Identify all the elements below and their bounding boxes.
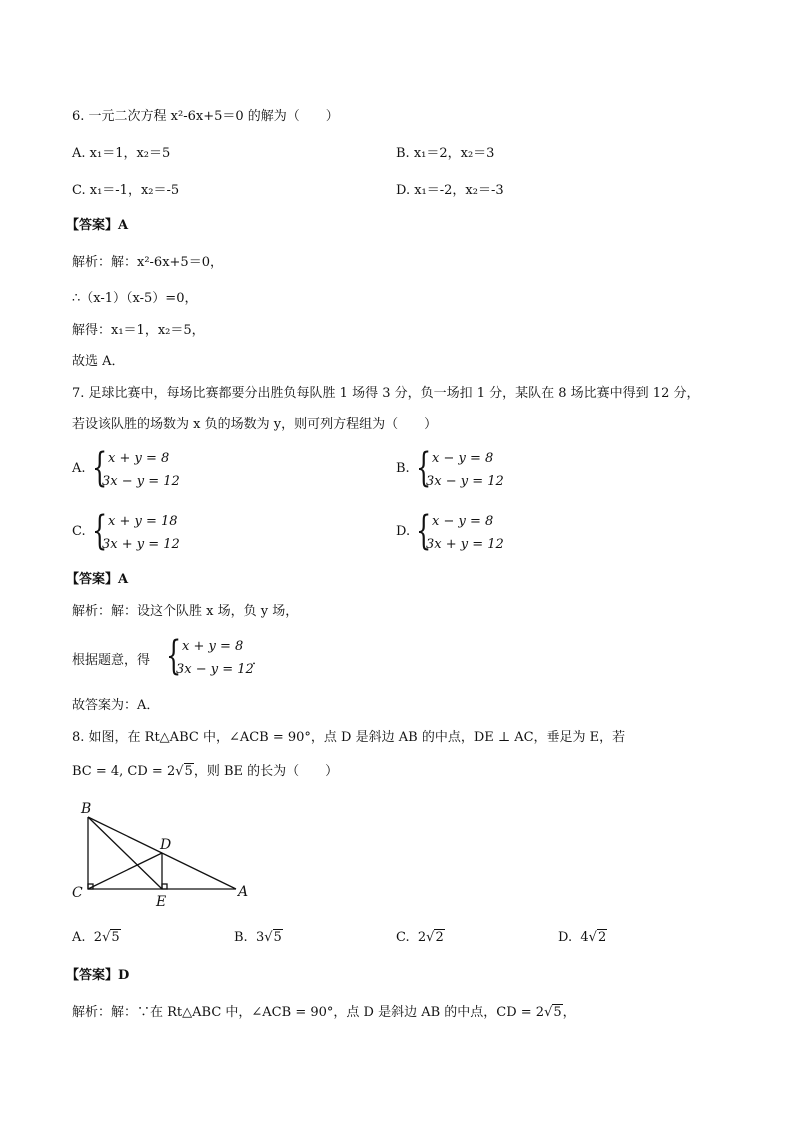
stem-prefix: BC = 4, CD = 2 [72,764,176,779]
q6-option-b: B. x₁＝2，x₂＝3 [396,146,495,161]
equation: x − y = 8 [432,451,494,466]
analysis-suffix: ， [562,1005,576,1020]
radicand: 2 [597,930,607,945]
q7-stem-1: 7. 足球比赛中，每场比赛都要分出胜负每队胜 1 场得 3 分，负一场扣 1 分，某队在 8 场比赛中得到 12 分， [72,386,700,401]
q8-analysis-1 [72,1004,576,1022]
q8-answer: 【答案】D [66,968,130,983]
analysis-prefix: 解析：解：∵在 Rt△ABC 中，∠ACB = 90°，点 D 是斜边 AB 的中点，CD = 2 [72,1005,545,1020]
sqrt-sign: √ [102,930,111,945]
q6-answer: 【答案】A [66,218,129,233]
q8-stem-1: 8. 如图，在 Rt△ABC 中，∠ACB = 90°，点 D 是斜边 AB 的中点，DE ⊥ AC，垂足为 E，若 [72,730,626,745]
equation: x + y = 8 [182,639,244,654]
q6-analysis-3: 解得：x₁＝1，x₂＝5， [72,323,205,338]
q7-analysis-1: 解析：解：设这个队胜 x 场，负 y 场， [72,604,299,619]
coefficient: 4 [580,930,589,945]
sqrt-sign: √ [426,930,435,945]
q8-option-a [72,930,121,945]
brace: { [92,445,108,491]
radicand: 5 [273,930,282,945]
segment-cd [88,853,162,889]
option-label: A. [72,461,86,476]
brace: { [416,508,432,554]
brace: { [416,445,432,491]
q7-stem-2: 若设该队胜的场数为 x 负的场数为 y，则可列方程组为（ ） [72,417,438,432]
analysis-prefix: 根据题意，得 [72,653,151,668]
brace: { [166,633,182,679]
option-label: D. [558,930,573,945]
radicand: 5 [184,764,193,779]
q6-option-a: A. x₁＝1，x₂＝5 [72,146,171,161]
q6-analysis-2: ∴（x-1）（x-5）=0， [72,291,198,306]
option-label: B. [396,461,410,476]
sqrt-sign: √ [544,1005,553,1020]
option-label: B. [234,930,248,945]
option-label: D. [396,524,411,539]
equation: x + y = 18 [108,514,178,529]
sqrt-sign: √ [175,764,184,779]
q6-analysis-4: 故选 A． [72,354,125,369]
label-a: A [238,884,249,900]
analysis-suffix: ． [252,653,266,668]
option-label: C. [396,930,410,945]
q8-option-b [234,930,283,945]
sqrt-sign: √ [588,930,597,945]
q6-option-c: C. x₁＝-1，x₂＝-5 [72,183,180,198]
q6-option-d: D. x₁＝-2，x₂＝-3 [396,183,504,198]
equation: 3x + y = 12 [426,537,504,552]
q7-answer: 【答案】A [66,572,129,587]
label-e: E [156,894,167,910]
brace: { [92,508,108,554]
label-d: D [160,837,172,853]
q8-option-c [396,930,445,945]
label-b: B [81,801,92,817]
label-c: C [72,885,83,901]
equation: 3x + y = 12 [102,537,180,552]
coefficient: 3 [255,930,265,945]
triangle-figure [70,800,260,910]
option-label: C. [72,524,86,539]
coefficient: 2 [417,930,427,945]
q7-conclusion: 故答案为：A． [72,698,160,713]
equation: x − y = 8 [432,514,494,529]
equation: 3x − y = 12 [426,474,504,489]
q6-stem: 6. 一元二次方程 x²-6x+5＝0 的解为（ ） [72,109,339,124]
radicand: 2 [435,930,444,945]
segment-be [88,817,162,889]
equation: 3x − y = 12 [176,662,254,677]
option-label: A. [72,930,86,945]
right-angle-mark-e [162,884,167,889]
q6-analysis-1: 解析：解：x²-6x+5＝0， [72,255,223,270]
stem-suffix: ，则 BE 的长为（ ） [193,764,339,779]
sqrt-sign: √ [264,930,273,945]
coefficient: 2 [93,930,103,945]
equation: 3x − y = 12 [102,474,180,489]
equation: x + y = 8 [108,451,170,466]
radicand: 5 [111,930,120,945]
radicand: 5 [553,1005,562,1020]
q8-stem-2 [72,763,338,781]
q8-option-d [558,930,607,945]
